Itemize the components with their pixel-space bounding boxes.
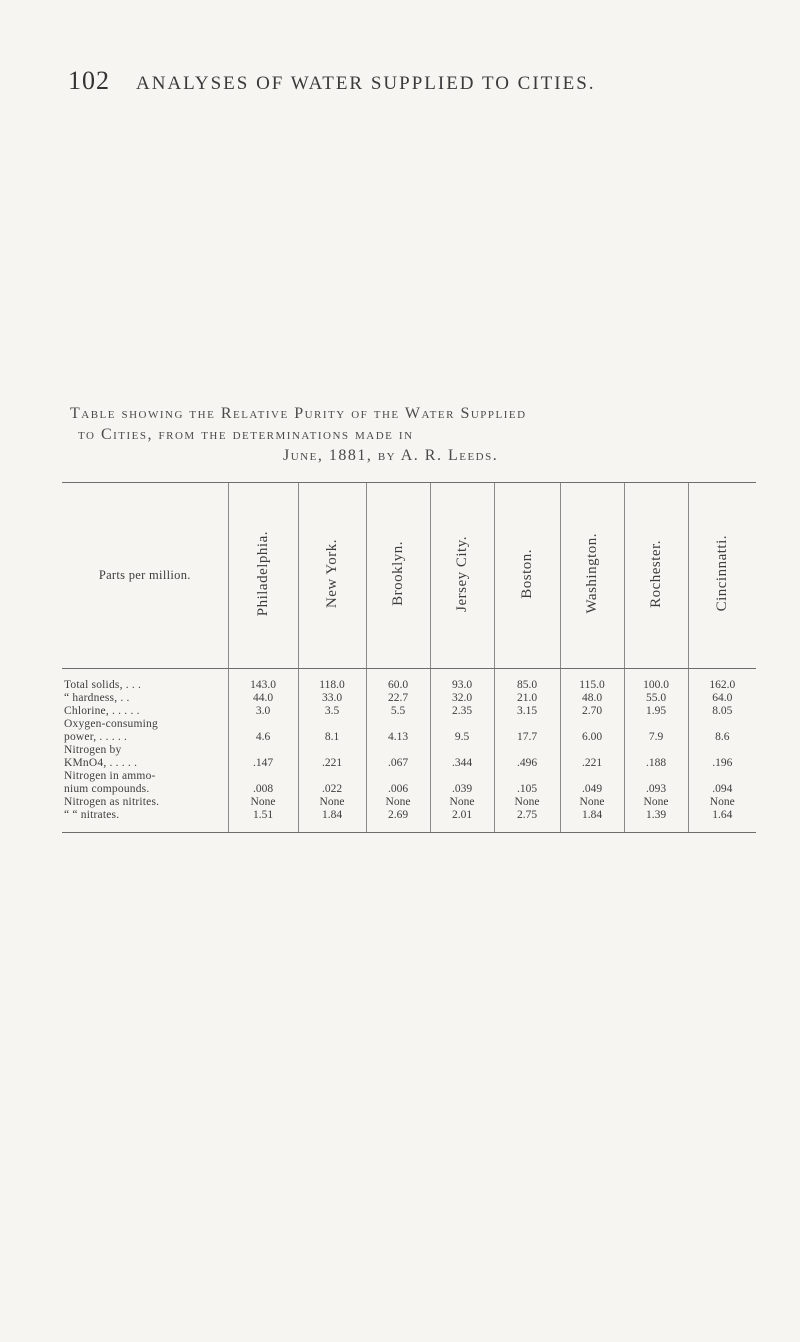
row-label: Total solids, . . . bbox=[64, 679, 142, 691]
table-cell: .006 bbox=[366, 783, 430, 796]
table-cell: 162.0 bbox=[688, 679, 756, 692]
row-label: Chlorine, . . . . . bbox=[64, 705, 140, 717]
table-cell: .221 bbox=[298, 757, 366, 770]
column-header-rochester: Rochester. bbox=[624, 483, 688, 669]
table-cell: 32.0 bbox=[430, 692, 494, 705]
column-header-philadelphia: Philadelphia. bbox=[228, 483, 298, 669]
table-cell: 4.6 bbox=[228, 731, 298, 744]
table-cell: .105 bbox=[494, 783, 560, 796]
water-purity-table bbox=[62, 482, 756, 833]
row-label: nium compounds. bbox=[64, 783, 150, 795]
table-cell: 2.35 bbox=[430, 705, 494, 718]
column-header-washington: Washington. bbox=[560, 483, 624, 669]
table-cell: 2.69 bbox=[366, 809, 430, 833]
table-cell bbox=[430, 718, 494, 731]
table-cell bbox=[298, 770, 366, 783]
table-cell: 3.0 bbox=[228, 705, 298, 718]
table-cell bbox=[228, 770, 298, 783]
table-cell bbox=[366, 718, 430, 731]
row-label: Nitrogen by bbox=[64, 744, 122, 756]
table-cell: 8.6 bbox=[688, 731, 756, 744]
table-cell: 4.13 bbox=[366, 731, 430, 744]
table-cell bbox=[494, 744, 560, 757]
table-cell: 60.0 bbox=[366, 679, 430, 692]
table-cell: None bbox=[494, 796, 560, 809]
running-head bbox=[68, 66, 768, 96]
table-cell: .067 bbox=[366, 757, 430, 770]
table-cell: 5.5 bbox=[366, 705, 430, 718]
table-cell: 1.84 bbox=[298, 809, 366, 833]
table-row bbox=[62, 679, 756, 692]
table-row bbox=[62, 731, 756, 744]
table-cell: 1.95 bbox=[624, 705, 688, 718]
table-cell bbox=[366, 770, 430, 783]
table-cell: 33.0 bbox=[298, 692, 366, 705]
table-cell: 118.0 bbox=[298, 679, 366, 692]
row-header-title: Parts per million. bbox=[62, 483, 228, 669]
caption-line-2: to Cities, from the determinations made in bbox=[78, 426, 414, 443]
table-cell: None bbox=[624, 796, 688, 809]
table-row bbox=[62, 744, 756, 757]
row-label: KMnO4, . . . . . bbox=[64, 757, 138, 769]
spacer-row bbox=[62, 669, 756, 680]
table-cell: 100.0 bbox=[624, 679, 688, 692]
table-cell: 3.15 bbox=[494, 705, 560, 718]
table-cell bbox=[560, 770, 624, 783]
table-cell bbox=[494, 770, 560, 783]
table-cell: 1.51 bbox=[228, 809, 298, 833]
table-row bbox=[62, 718, 756, 731]
table-cell bbox=[298, 718, 366, 731]
table-cell: .039 bbox=[430, 783, 494, 796]
table-cell: .188 bbox=[624, 757, 688, 770]
table-row bbox=[62, 692, 756, 705]
table-cell: 93.0 bbox=[430, 679, 494, 692]
table-cell: 3.5 bbox=[298, 705, 366, 718]
table-cell: 64.0 bbox=[688, 692, 756, 705]
table-cell bbox=[366, 744, 430, 757]
table-cell: None bbox=[430, 796, 494, 809]
table-cell: 6.00 bbox=[560, 731, 624, 744]
table-cell bbox=[298, 744, 366, 757]
table-cell: 21.0 bbox=[494, 692, 560, 705]
table-cell: .196 bbox=[688, 757, 756, 770]
running-title: ANALYSES OF WATER SUPPLIED TO CITIES. bbox=[136, 73, 596, 94]
table-cell: .496 bbox=[494, 757, 560, 770]
table-cell: 85.0 bbox=[494, 679, 560, 692]
table-cell bbox=[494, 718, 560, 731]
table-cell bbox=[624, 770, 688, 783]
table-cell: None bbox=[688, 796, 756, 809]
column-header-new-york: New York. bbox=[298, 483, 366, 669]
table-cell: 2.01 bbox=[430, 809, 494, 833]
table-cell: .221 bbox=[560, 757, 624, 770]
table-cell: None bbox=[366, 796, 430, 809]
table-cell: None bbox=[228, 796, 298, 809]
caption-line-1: Table showing the Relative Purity of the Water Supplied bbox=[70, 405, 527, 422]
table-cell: 115.0 bbox=[560, 679, 624, 692]
table-cell bbox=[560, 744, 624, 757]
row-label: Nitrogen as nitrites. bbox=[64, 796, 160, 808]
table-row bbox=[62, 809, 756, 833]
table-caption bbox=[70, 403, 770, 466]
table-cell: 8.1 bbox=[298, 731, 366, 744]
table-cell: .022 bbox=[298, 783, 366, 796]
row-label: power, . . . . . bbox=[64, 731, 128, 743]
table-cell: 143.0 bbox=[228, 679, 298, 692]
table-cell: 8.05 bbox=[688, 705, 756, 718]
table-cell bbox=[624, 718, 688, 731]
table-cell bbox=[688, 744, 756, 757]
table-cell: .094 bbox=[688, 783, 756, 796]
table-cell bbox=[688, 770, 756, 783]
table-cell: None bbox=[560, 796, 624, 809]
table-cell: None bbox=[298, 796, 366, 809]
column-header-jersey-city: Jersey City. bbox=[430, 483, 494, 669]
table-header-row bbox=[62, 483, 756, 669]
table-cell: .008 bbox=[228, 783, 298, 796]
table-cell: 1.39 bbox=[624, 809, 688, 833]
table-row bbox=[62, 705, 756, 718]
table-cell: 55.0 bbox=[624, 692, 688, 705]
caption-line-3: June, 1881, by A. R. Leeds. bbox=[283, 447, 499, 464]
table-cell: 48.0 bbox=[560, 692, 624, 705]
table-row bbox=[62, 757, 756, 770]
table-row bbox=[62, 796, 756, 809]
table-cell: 22.7 bbox=[366, 692, 430, 705]
table-cell bbox=[228, 744, 298, 757]
column-header-boston: Boston. bbox=[494, 483, 560, 669]
table-cell bbox=[624, 744, 688, 757]
table-row bbox=[62, 783, 756, 796]
column-header-cincinnatti: Cincinnatti. bbox=[688, 483, 756, 669]
table-cell bbox=[430, 770, 494, 783]
table-cell: 1.64 bbox=[688, 809, 756, 833]
row-label: “ hardness, . . bbox=[64, 692, 130, 704]
table-cell: .344 bbox=[430, 757, 494, 770]
table-cell bbox=[560, 718, 624, 731]
table-cell: 2.70 bbox=[560, 705, 624, 718]
table-cell: .093 bbox=[624, 783, 688, 796]
table-cell: 7.9 bbox=[624, 731, 688, 744]
table-cell: 44.0 bbox=[228, 692, 298, 705]
row-label: Nitrogen in ammo- bbox=[64, 770, 156, 782]
table-row bbox=[62, 770, 756, 783]
table-cell: .049 bbox=[560, 783, 624, 796]
table-cell: 9.5 bbox=[430, 731, 494, 744]
table-cell: 17.7 bbox=[494, 731, 560, 744]
page-number: 102 bbox=[68, 66, 110, 95]
column-header-brooklyn: Brooklyn. bbox=[366, 483, 430, 669]
table-cell bbox=[228, 718, 298, 731]
table-cell: 1.84 bbox=[560, 809, 624, 833]
table-cell: 2.75 bbox=[494, 809, 560, 833]
table-cell bbox=[430, 744, 494, 757]
row-label: “ “ nitrates. bbox=[62, 809, 228, 833]
table-cell bbox=[688, 718, 756, 731]
table-cell: .147 bbox=[228, 757, 298, 770]
row-label: Oxygen-consuming bbox=[64, 718, 158, 730]
table-body bbox=[62, 669, 756, 833]
